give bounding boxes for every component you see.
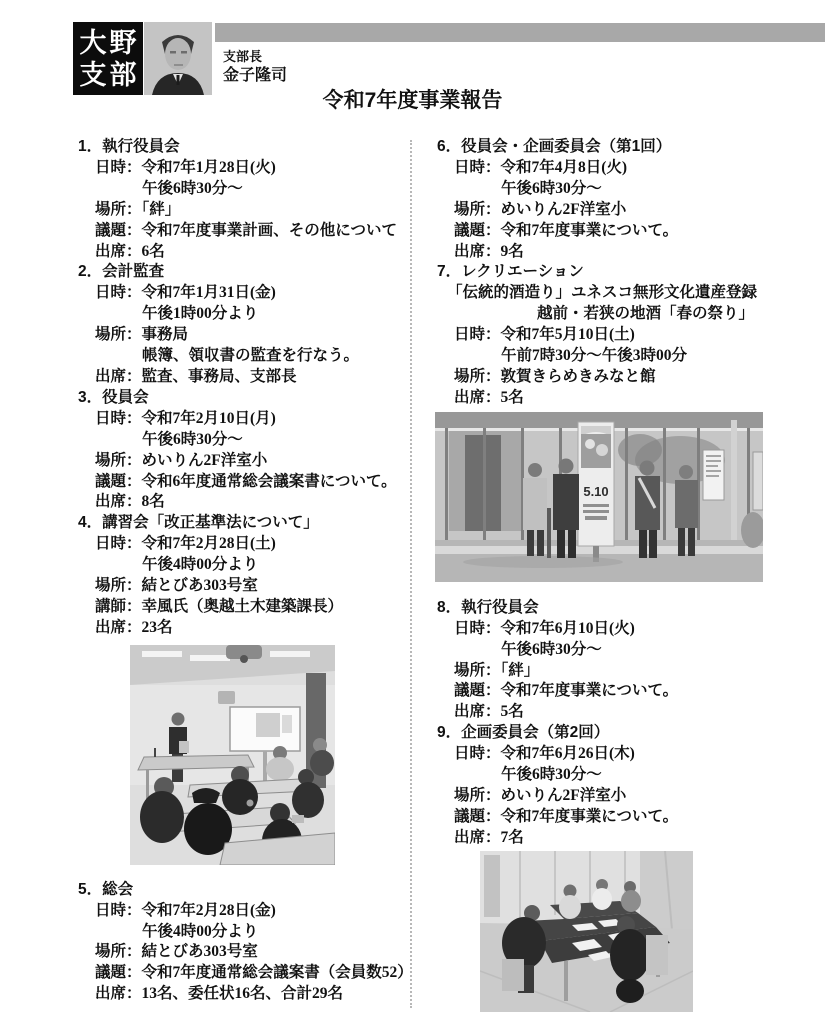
- section-line: 出席：7名: [454, 828, 524, 846]
- right-column: [437, 137, 791, 1012]
- header-rule-bar: [215, 23, 825, 42]
- section-line: 場所：めいりん2F洋室小: [454, 786, 627, 804]
- section-line: 出席：23名: [95, 618, 173, 636]
- column-divider: [410, 140, 412, 1008]
- section-line: 帳簿、領収書の監査を行なう。: [142, 347, 360, 365]
- page-title: 令和7年度事業報告: [322, 89, 503, 112]
- section-line: 日時：令和7年6月26日(木): [454, 745, 635, 763]
- section-line: 出席：6名: [95, 242, 165, 260]
- section-line: 日時：令和7年5月10日(土): [454, 326, 635, 344]
- section-subtitle: 「伝統的酒造り」ユネスコ無形文化遺産登録: [447, 284, 758, 302]
- section-line: 日時：令和7年2月28日(金): [95, 901, 276, 919]
- section-line: 場所：めいりん2F洋室小: [454, 200, 627, 218]
- section-7: [437, 262, 791, 408]
- section-1: [78, 137, 404, 262]
- section-line: 出席：9名: [454, 242, 524, 260]
- section-8: [437, 598, 791, 723]
- section-line: 午後4時00分より: [142, 922, 259, 940]
- section-line: 午後6時30分～: [142, 430, 243, 448]
- chief-info: [223, 48, 287, 86]
- section-heading: 4．講習会「改正基準法について」: [78, 514, 319, 532]
- meeting-room-illustration: [480, 851, 693, 1012]
- section-heading: 6．役員会・企画委員会（第1回）: [437, 138, 672, 155]
- section-line: 日時：令和7年2月28日(土): [95, 535, 276, 553]
- section-line: 議題：令和7年度事業について。: [454, 682, 679, 700]
- section-3: [78, 388, 404, 513]
- section-9: [437, 723, 791, 848]
- section-heading: 2．会計監査: [78, 263, 165, 281]
- section-line: 日時：令和7年6月10日(火): [454, 619, 635, 637]
- section-line: 議題：令和6年度通常総会議案書について。: [95, 472, 397, 490]
- meeting-room-photo: [480, 851, 693, 1012]
- chief-name: 金子隆司: [223, 67, 288, 84]
- section-line: 午後4時00分より: [142, 556, 259, 574]
- chief-role-label: 支部長: [223, 49, 263, 64]
- section-line: 日時：令和7年2月10日(月): [95, 409, 276, 427]
- section-line: 議題：令和7年度事業について。: [454, 221, 679, 239]
- section-heading: 3．役員会: [78, 388, 149, 406]
- section-line: 出席：8名: [95, 493, 165, 511]
- left-column: [78, 137, 413, 1005]
- section-line: 出席：5名: [454, 703, 524, 721]
- section-line: 午後6時30分～: [501, 640, 602, 658]
- section-line: 場所：「絆」: [454, 661, 540, 679]
- section-line: 午後6時30分～: [501, 766, 602, 784]
- section-5: [78, 880, 413, 1005]
- section-line: 場所：めいりん2F洋室小: [95, 451, 268, 469]
- section-line: 講師：幸風氏（奥越土木建築課長）: [95, 597, 344, 615]
- section-line: 午前7時30分～午後3時00分: [501, 347, 688, 365]
- section-line: 場所：結とびあ303号室: [95, 577, 258, 595]
- section-line: 午後6時30分～: [501, 179, 602, 197]
- lecture-room-illustration: [130, 645, 335, 865]
- section-subtitle: 越前・若狭の地酒「春の祭り」: [537, 305, 755, 323]
- section-heading: 9．企画委員会（第2回）: [437, 724, 610, 742]
- entrance-group-illustration: [435, 412, 763, 582]
- section-line: 場所：敦賀きらめきみなと館: [454, 367, 656, 385]
- entrance-group-photo: [435, 412, 763, 582]
- section-line: 日時：令和7年4月8日(火): [454, 158, 628, 176]
- section-line: 出席：5名: [454, 388, 524, 406]
- section-2: [78, 262, 404, 387]
- section-heading: 8．執行役員会: [437, 598, 539, 616]
- section-line: 日時：令和7年1月31日(金): [95, 284, 276, 302]
- section-heading: 7．レクリエーション: [437, 263, 584, 281]
- branch-name-line2: 支部: [79, 59, 140, 90]
- section-line: 議題：令和7年度通常総会議案書（会員数52）: [95, 964, 413, 982]
- section-line: 議題：令和7年度事業について。: [454, 807, 679, 825]
- section-line: 出席：13名、委任状16名、合計29名: [95, 985, 344, 1003]
- section-line: 出席：監査、事務局、支部長: [95, 367, 297, 385]
- section-4: [78, 513, 404, 638]
- section-line: 日時：令和7年1月28日(火): [95, 158, 276, 176]
- branch-name-line1: 大野: [79, 27, 140, 58]
- lecture-room-photo: [130, 645, 335, 865]
- section-line: 議題：令和7年度事業計画、その他について: [95, 221, 397, 239]
- section-6: [437, 137, 791, 262]
- section-heading: 1．執行役員会: [78, 138, 180, 155]
- section-line: 午後1時00分より: [142, 305, 259, 323]
- section-line: 場所：「絆」: [95, 200, 181, 218]
- banner-date-text: 5.10: [583, 483, 609, 499]
- section-line: 場所：事務局: [95, 326, 189, 344]
- section-heading: 5．総会: [78, 880, 134, 898]
- section-line: 場所：結とびあ303号室: [95, 943, 258, 961]
- section-line: 午後6時30分～: [142, 179, 243, 197]
